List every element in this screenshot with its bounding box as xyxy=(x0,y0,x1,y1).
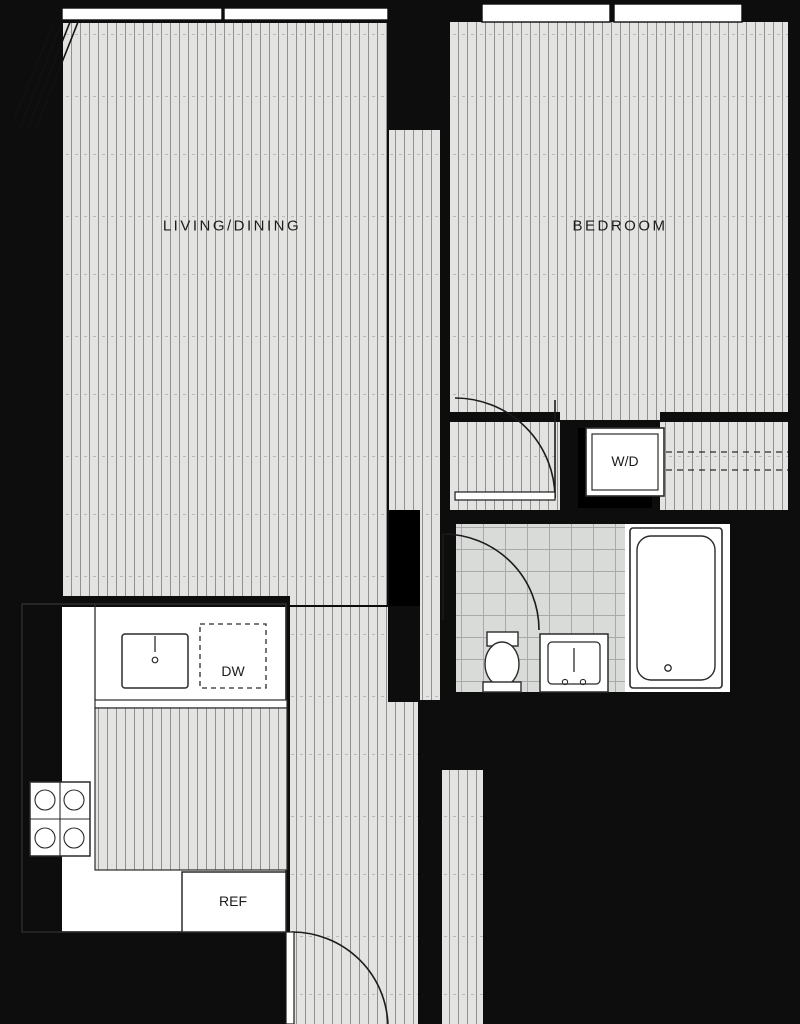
fixture-label-refrigerator: REF xyxy=(219,893,247,909)
fixture-label-washer-dryer: W/D xyxy=(611,453,639,469)
room-label-living-dining: LIVING/DINING xyxy=(162,217,302,235)
fixture-label-dishwasher: DW xyxy=(221,663,245,679)
room-label-bedroom: BEDROOM xyxy=(572,217,668,235)
